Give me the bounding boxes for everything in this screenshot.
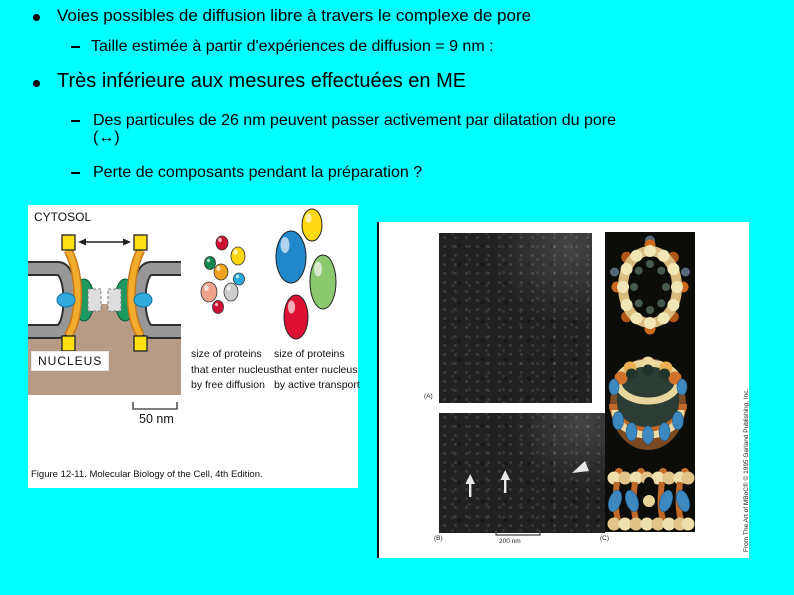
scale-label-200nm: 200 nm (499, 538, 521, 545)
nucleus-interior (28, 304, 181, 395)
arrowhead-icon (572, 461, 589, 473)
scale-bar-50nm (133, 402, 177, 409)
bullet-line-5: Perte de composants pendant la préparation ? (93, 164, 423, 181)
caption-active-transport (274, 347, 360, 394)
caption-free-line: that enter nucleus (191, 363, 275, 376)
npc-tilted-view (609, 357, 687, 451)
bullet-dash-icon (71, 46, 80, 48)
bullet-dash-icon (71, 120, 80, 122)
active-transport-proteins (276, 209, 336, 339)
caption-free-line: by free diffusion (191, 379, 265, 391)
copyright-credit: From The Art of MBoC® © 1995 Garland Publishing, Inc. (743, 388, 750, 552)
bullet-line-4-arrow: (↔) (93, 129, 120, 146)
em-panel-b (439, 413, 605, 533)
em-panel-a (439, 233, 592, 403)
bullet-dot-icon (33, 14, 40, 21)
pore-width-arrow-icon (78, 239, 131, 246)
em-panel-b-annotations (439, 413, 605, 533)
caption-active-line: size of proteins (274, 348, 345, 360)
em-micrograph-figure (377, 222, 749, 558)
panel-c-label: (C) (600, 535, 610, 542)
scale-bar-200nm (493, 528, 545, 538)
bullet-line-4 (93, 112, 616, 146)
bullet-dash-icon (71, 172, 80, 174)
npc-side-view (606, 468, 695, 531)
bullet-line-1: Voies possibles de diffusion libre à travers le complexe de pore (57, 6, 532, 25)
bullet-dot-icon (33, 80, 40, 87)
panel-a-label: (A) (424, 393, 433, 400)
figure-caption: Figure 12-11. Molecular Biology of the Cell, 4th Edition. (31, 469, 263, 480)
scale-label-50nm: 50 nm (139, 412, 174, 426)
bullet-line-2: Taille estimée à partir d'expériences de diffusion = 9 nm : (91, 38, 494, 55)
up-arrow-icon (501, 470, 511, 493)
bullet-line-4-text: Des particules de 26 nm peuvent passer activement par dilatation du pore (93, 112, 616, 129)
caption-active-line: that enter nucleus (274, 363, 358, 376)
nucleus-label: NUCLEUS (32, 352, 108, 370)
caption-free-line: size of proteins (191, 348, 262, 360)
panel-b-label: (B) (434, 535, 443, 542)
npc-render-panel (605, 232, 695, 532)
npc-top-view (610, 236, 690, 335)
bullet-line-3: Très inférieure aux mesures effectuées en ME (57, 70, 467, 92)
free-diffusion-proteins (201, 236, 245, 314)
cytosol-label: CYTOSOL (34, 210, 92, 224)
caption-free-diffusion (191, 347, 274, 394)
up-arrow-icon (466, 474, 476, 497)
nuclear-pore-diagram-figure (28, 205, 358, 488)
npc-render-svg (605, 232, 695, 532)
caption-active-line: by active transport (274, 379, 360, 391)
